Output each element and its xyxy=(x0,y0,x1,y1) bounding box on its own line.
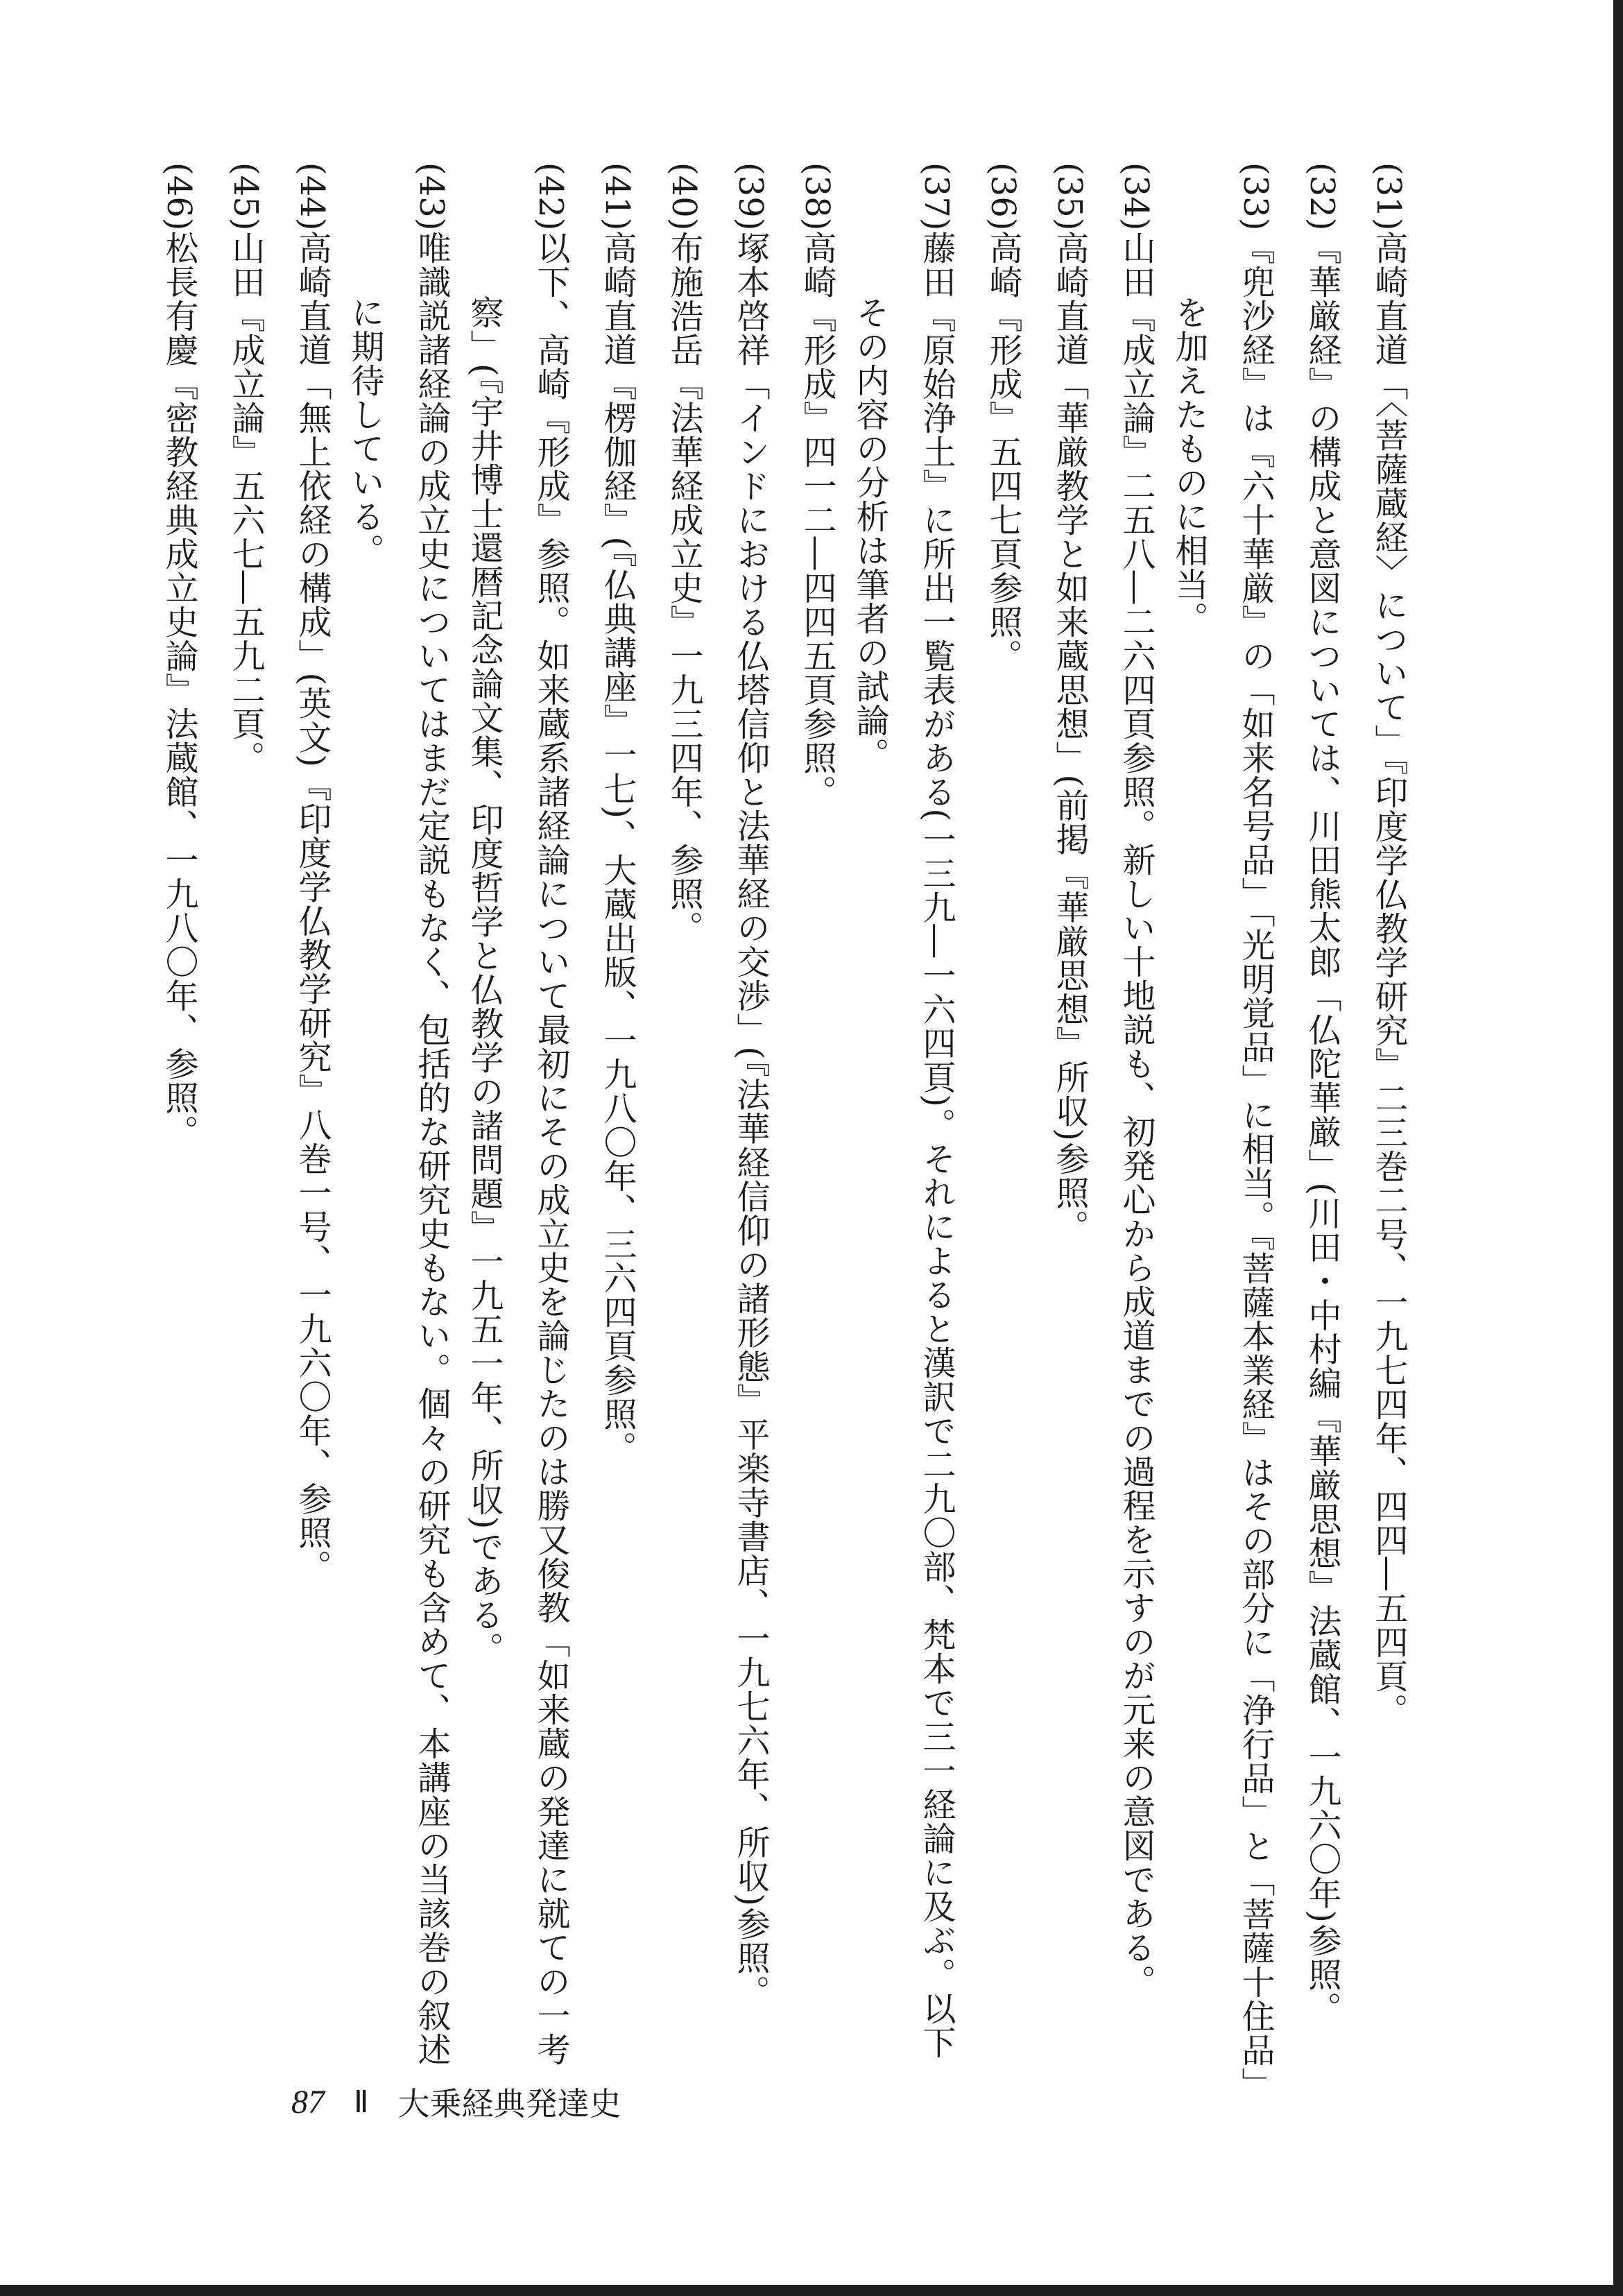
endnote-number: (38) xyxy=(798,162,836,231)
endnote-text: 高崎『形成』四一二―四四五頁参照。 xyxy=(798,230,836,809)
endnote-number: (43) xyxy=(412,162,451,231)
endnote xyxy=(1029,162,1096,2088)
section-title: 大乗経典発達史 xyxy=(397,2085,621,2123)
endnote xyxy=(272,162,338,2088)
endnote xyxy=(843,162,963,2088)
endnote xyxy=(205,162,272,2088)
endnote-text: 布施浩岳『法華経成立史』一九三四年、参照。 xyxy=(664,230,703,945)
endnote-text: 高崎直道「〈菩薩蔵経〉について」『印度学仏教学研究』二三巻二号、一九七四年、四四―五四頁。 xyxy=(1369,230,1408,1727)
endnote xyxy=(338,162,458,2088)
endnote-text: 高崎直道「無上依経の構成」(英文)『印度学仏教学研究』八巻一号、一九六〇年、参照。 xyxy=(293,230,332,1584)
endnote-number: (32) xyxy=(1303,162,1341,231)
endnote-text: 以下、高崎『形成』参照。如来蔵系諸経論について最初にその成立史を論じたのは勝又俊教「如来蔵の発達に就ての一考察」(『宇井博士還暦記念論文集、印度哲学と仏教学の諸問題』一九五一年、所収)である。 xyxy=(465,230,570,2066)
endnote-text: 高崎『形成』五四七頁参照。 xyxy=(984,230,1022,673)
endnote-number: (42) xyxy=(531,162,570,231)
endnote xyxy=(1162,162,1282,2088)
endnote-text: 高崎直道『楞伽経』(『仏典講座』一七)、大蔵出版、一九八〇年、三六四頁参照。 xyxy=(598,230,637,1465)
endnote-number: (45) xyxy=(226,162,265,231)
endnote xyxy=(1282,162,1348,2088)
endnote xyxy=(1096,162,1162,2088)
endnote-text: 山田『成立論』二五八―二六四頁参照。新しい十地説も、初発心から成道までの過程を示すのが元来の意図である。 xyxy=(1117,230,1156,1998)
endnote xyxy=(644,162,710,2088)
endnote-text: 山田『成立論』五六七―五九二頁。 xyxy=(226,230,265,775)
endnote xyxy=(777,162,843,2088)
endnotes-column xyxy=(139,162,1415,2088)
scan-edge-right xyxy=(1613,0,1623,2296)
endnote-number: (41) xyxy=(598,162,637,231)
endnote-number: (33) xyxy=(1236,162,1275,231)
endnote xyxy=(963,162,1029,2088)
endnote xyxy=(1348,162,1415,2088)
endnote-number: (46) xyxy=(160,162,198,231)
endnote xyxy=(458,162,577,2088)
endnote-text: 藤田『原始浄土』に所出一覧表がある(一三九―一六四頁)。それによると漢訳で二九〇部、梵本で三一経論に及ぶ。以下その内容の分析は筆者の試論。 xyxy=(850,230,956,2059)
endnote xyxy=(139,162,205,2088)
page-footer xyxy=(291,2081,621,2123)
endnote-number: (34) xyxy=(1117,162,1156,231)
endnote-text: 『華厳経』の構成と意図については、川田熊太郎「仏陀華厳」(川田・中村編『華厳思想』法蔵館、一九六〇年)参照。 xyxy=(1303,230,1341,2025)
endnote-number: (35) xyxy=(1050,162,1089,231)
endnote-number: (37) xyxy=(917,162,956,231)
endnote xyxy=(710,162,777,2088)
endnote-text: 唯識説諸経論の成立史についてはまだ定説もなく、包括的な研究史もない。個々の研究も含めて、本講座の当該巻の叙述に期待している。 xyxy=(345,230,451,2066)
endnote-number: (40) xyxy=(664,162,703,231)
endnote-text: 松長有慶『密教経典成立史論』法蔵館、一九八〇年、参照。 xyxy=(160,230,198,1149)
endnote-number: (44) xyxy=(293,162,332,231)
page-number: 87 xyxy=(291,2083,325,2121)
endnote xyxy=(577,162,644,2088)
endnote-number: (36) xyxy=(984,162,1022,231)
endnote-number: (39) xyxy=(731,162,770,231)
scan-edge-bottom xyxy=(0,2285,1623,2296)
endnote-number: (31) xyxy=(1369,162,1408,231)
endnote-text: 高崎直道「華厳教学と如来蔵思想」(前掲『華厳思想』所収)参照。 xyxy=(1050,230,1089,1244)
endnote-text: 『兜沙経』は『六十華厳』の「如来名号品」「光明覚品」に相当。『菩薩本業経』はその部分に「浄行品」と「菩薩十住品」を加えたものに相当。 xyxy=(1169,230,1275,2084)
section-number: Ⅱ xyxy=(354,2084,369,2119)
endnote-text: 塚本啓祥「インドにおける仏塔信仰と法華経の交渉」(『法華経信仰の諸形態』平楽寺書店、一九七六年、所収)参照。 xyxy=(731,230,770,2009)
